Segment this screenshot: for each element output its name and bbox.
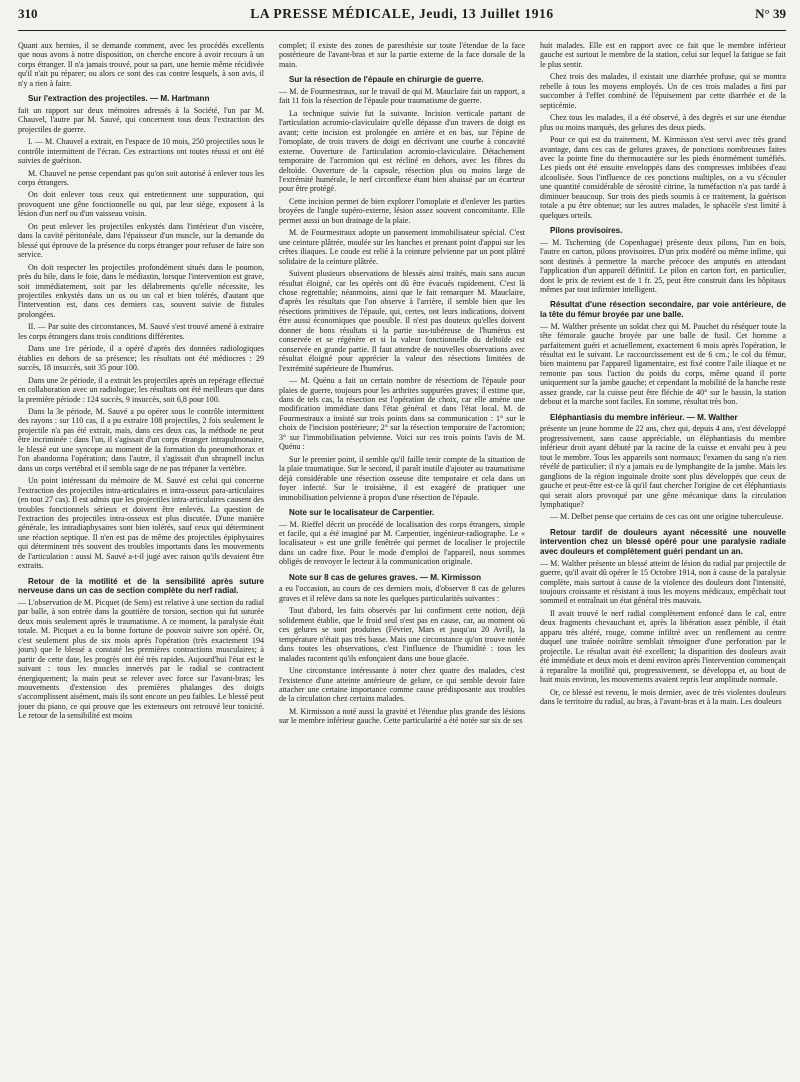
section-heading: Sur l'extraction des projectiles. — M. Hartmann bbox=[28, 94, 210, 104]
paragraph: Cette incision permet de bien explorer l'omoplate et d'enlever les parties broyées de l'angle supéro-externe, lésion assez souvent concomitante. Elle permet aussi un bon drainage de la plaie. bbox=[279, 196, 525, 225]
column-2 bbox=[279, 41, 525, 1077]
paragraph: Il avait trouvé le nerf radial complètement enfoncé dans le cal, entre deux fragments chevauchant et, après la libération assez pénible, il était apparu très altéré, rouge, comme infiltré avec un renflement au centre duquel une traînée noirâtre semblait témoigner d'une perforation par le projectile. Le résultat avait été excellent; la disparition des douleurs avait été immédiate et deux mois et demi environ après l'intervention commençait à reparaître la motilité qui, progressivement, se développa et, au bout de huit mois environ, les mouvements avaient repris leur amplitude normale. bbox=[540, 608, 786, 685]
paragraph: — M. Quénu a fait un certain nombre de résections de l'épaule pour plaies de guerre, toujours pour les arthrites suppurées graves; il estime que, dans de tels cas, la résection est l'opération de choix, car elle amène une modification immédiate dans l'état général et dans l'état local. M. de Fourmestraux a insisté sur trois points dans sa communication : 1° sur le choix de l'incision postérieure; 2° sur la résection temporaire de l'acromion; 3° sur l'immobilisation pelvienne. Voici sur ces trois points l'avis de M. Quénu : bbox=[279, 376, 525, 452]
paragraph: Tout d'abord, les faits observés par lui confirment cette notion, déjà solidement établie, que le froid seul n'est pas en cause, car, au moment où ces gelures se sont produites (Février, Mars et jusqu'au 20 Avril), la température n'était pas très basse. Mais une circonstance qu'on trouve notée dans toutes les observations, c'est l'influence de l'humidité : tous les malades racontent qu'ils enfonçaient dans une boue glacée. bbox=[279, 606, 525, 663]
paragraph: Pour ce qui est du traitement, M. Kirmisson s'est servi avec très grand avantage, dans ces cas de gelures graves, de ponctions nombreuses faites avec la pointe fine du thermocautère sur les pieds énormément tuméfiés. Les pieds ont été ensuite enveloppés dans des compresses imbibées d'eau alcoolisée. Sous l'influence de ces ponctions multiples, on a vu s'écouler une quantité considérable de sérosité citrine, la tuméfaction n'a pas tardé à diminuer beaucoup. Sur trois des pieds soumis à ce traitement, la guérison totale a pu être obtenue; sur les autres malades, le sphacèle s'est limité à quelques orteils. bbox=[540, 135, 786, 220]
paragraph: On peut enlever les projectiles enkystés dans l'intérieur d'un viscère, dans la cavité péritonéale, dans l'épaisseur d'un muscle, sur la demande du blessé qui éprouve de la présence du corps étranger pour refuser de faire son service. bbox=[18, 221, 264, 260]
section-heading: Note sur 8 cas de gelures graves. — M. Kirmisson bbox=[289, 572, 482, 582]
paragraph: Chez tous les malades, il a été observé, à des degrés et sur une étendue plus ou moins marqués, des gelures des deux pieds. bbox=[540, 113, 786, 132]
paragraph: M. de Fourmestraux adopte un pansement immobilisateur spécial. C'est une ceinture plâtrée, moulée sur les hanches et prenant point d'appui sur les crêtes iliaques. Le coude est relié à la ceinture pelvienne par un pont plâtré solidaire de la ceinture plâtrée. bbox=[279, 228, 525, 266]
article-columns bbox=[18, 41, 786, 1077]
page-number: 310 bbox=[18, 6, 38, 21]
paragraph: complet; il existe des zones de paresthésie sur toute l'étendue de la face postérieure de l'avant-bras et sur la partie externe de la face dorsale de la main. bbox=[279, 41, 525, 69]
column-3 bbox=[540, 41, 786, 1077]
section-heading: Eléphantiasis du membre inférieur. — M. Walther bbox=[550, 412, 738, 422]
paragraph: I. — M. Chauvel a extrait, en l'espace de 10 mois, 250 projectiles sous le contrôle intermittent de l'écran. Ces extractions ont toutes réussi et ont été suivies de guérison. bbox=[18, 137, 264, 166]
paragraph: Un point intéressant du mémoire de M. Sauvé est celui qui concerne l'extraction des projectiles intra-articulaires et intra-osseux para-articulaires (en tout 27 cas). Il est admis que les projectiles intra-articulaires causent des troubles fonctionnels sérieux et doivent être enlevés. La question de l'extraction des projectiles intra-osseux est plus discutée. D'une manière générale, les intradiaphysaires sont bien tolérés, sauf ceux qui déterminent une réaction septique. Il n'en est pas de même des projectiles épiphysaires qui déterminent très souvent des troubles importants dans les mouvements de l'articulation : aussi M. Sauvé a-t-il jugé avec raison qu'ils devaient être extraits. bbox=[18, 476, 264, 571]
journal-title: LA PRESSE MÉDICALE, Jeudi, 13 Juillet 1916 bbox=[250, 6, 554, 21]
paragraph: Une circonstance intéressante à noter chez quatre des malades, c'est l'existence d'une atteinte antérieure de gelure, ce qui semble devoir faire attacher une certaine importance comme cause prédisposante aux troubles de la circulation chez certains malades. bbox=[279, 666, 525, 704]
paragraph: II. — Par suite des circonstances, M. Sauvé s'est trouvé amené à extraire les corps étrangers dans trois conditions différentes. bbox=[18, 322, 264, 341]
paragraph: On doit respecter les projectiles profondément situés dans le poumon, près du hile, dans le foie, dans le médiastin, lorsque l'intervention est grave, soit immédiatement, soit par les délabrements qu'elle nécessite, les projectiles enkystés dans un os ou un cal et bien tolérés, d'autant que l'intervention est, dans ces derniers cas, souvent suivie de fistules prolongées. bbox=[18, 262, 264, 319]
paragraph: — L'observation de M. Picquet (de Sens) est relative à une section du radial par balle, à son entrée dans la gouttière de torsion, section qui fut suturée deux mois seulement après le traumatisme. A ce moment, la paralysie était totale. M. Picquet a eu la bonne fortune de pouvoir suivre son opéré. Or, c'est seulement plus de six mois après l'opération (très exactement 194 jours) que le blessé a constaté les premières contractions musculaires; à partir de cette date, les progrès ont été très rapides. Aujourd'hui l'état est le suivant : tous les muscles innervés par le radial se contractent énergiquement; la main peut se relever avec force sur l'avant-bras; les mouvements d'extension des premières phalanges des doigts s'accomplissent aisément, mais ils sont encore un peu faibles. Le blessé peut jouer du piano, ce qui prouve que les extenseurs ont retrouvé leur tonicité. Le retour de la sensibilité est moins bbox=[18, 597, 264, 721]
section-heading: Note sur le localisateur de Carpentier. bbox=[289, 507, 435, 517]
section-heading: Résultat d'une résection secondaire, par voie antérieure, de la tête du fémur broyée par une balle. bbox=[540, 300, 786, 320]
paragraph: Dans une 1re période, il a opéré d'après des données radiologiques établies en dehors de sa présence; les résultats ont été médiocres : 29 succès, 18 insuccès, soit 35 pour 100. bbox=[18, 344, 264, 373]
paragraph: — M. Delbet pense que certains de ces cas ont une origine tuberculeuse. bbox=[550, 512, 784, 522]
issue-number: N° 39 bbox=[755, 6, 786, 21]
paragraph: Suivent plusieurs observations de blessés ainsi traités, mais sans aucun résultat éloigné, car les opérés ont dû être évacués rapidement. C'est là chose regrettable; néanmoins, ainsi que le fait remarquer M. Mauclaire, d'après les résultats que l'on observe à l'arrière, il semble bien que les résections primitives de l'épaule, qui, certes, ont leurs indications, doivent être aussi économiques que possible. Il n'est pas douteux qu'elles doivent donner de bons résultats si la partie sus-tubéreuse de l'humérus est conservée et se régénère et si la valeur fonctionnelle du deltoïde est conservée en grande partie. Il faut attendre de nouvelles observations avec résultat éloigné pour apprécier la valeur des résections limitées de l'extrémité supérieure de l'humérus. bbox=[279, 269, 525, 373]
paragraph: M. Chauvel ne pense cependant pas qu'on soit autorisé à enlever tous les corps étrangers. bbox=[18, 168, 264, 188]
paragraph: — M. Walther présente un soldat chez qui M. Pauchet du réséquer toute la tête fémorale gauche broyée par une balle de fusil. Cet homme a parfaitement guéri et actuellement, exactement 6 mois après l'opération, le résultat est le suivant. Le raccourcissement est de 6 cm.; le col du fémur, bien maintenu par l'appareil ligamentaire, est fixé contre l'aile iliaque et ne remonte pas sous l'action du poids du corps, même quand il porte uniquement sur la jambe gauche; et cependant la mobilité de la hanche reste assez grande, car la cuisse peut être fléchie de 40° sur le bassin, la station debout et la marche sont faciles. En somme, résultat très bon. bbox=[540, 321, 786, 407]
paragraph: Quant aux hernies, il se demande comment, avec les procédés excellents que nous avons à notre disposition, on cherche encore à avoir recours à un corps étranger. Il n'a jamais trouvé, pour sa part, une hernie même récidivée qu'il n'ait pu réparer; ou alors ce sont des cas contre lesquels, à son avis, il n'y a rien à faire. bbox=[18, 41, 264, 88]
paragraph: La technique suivie fut la suivante. Incision verticale partant de l'articulation acromio-claviculaire qu'elle dépasse d'un travers de doigt en avant; cette incision est prolongée en arrière et en bas, sur l'épine de l'omoplate, de trois travers de doigt en décrivant une courbe à concavité externe. Ouverture de l'articulation acromio-claviculaire. Détachement temporaire de l'acromion qui est récliné en dehors, avec les fibres du deltoïde. Ouverture de la capsule, résection plus ou moins large de l'extrémité humérale, le nerf circonflexe étant bien abaissé par un écarteur pour être protégé. bbox=[279, 108, 525, 194]
paragraph: Or, ce blessé est revenu, le mois dernier, avec de très violentes douleurs dans le territoire du radial, au bras, à l'avant-bras et à la main. Les douleurs bbox=[540, 687, 786, 706]
paragraph: — M. de Fourmestraux, sur le travail de qui M. Mauclaire fait un rapport, a fait 11 fois la résection de l'épaule pour traumatisme de guerre. bbox=[279, 86, 525, 106]
paragraph: — M. Walther présente un blessé atteint de lésion du radial par projectile de guerre, qu'il avait dû opérer le 15 Octobre 1914, non à cause de la paralysie complète, mais surtout à cause de la violence des douleurs dont l'intensité, toujours croissante et résistant à tous les moyens médicaux, empêchait tout sommeil et entraînait un état général très mauvais. bbox=[540, 558, 786, 606]
page-header bbox=[18, 6, 786, 31]
column-1 bbox=[18, 41, 264, 1077]
paragraph: fait un rapport sur deux mémoires adressés à la Société, l'un par M. Chauvel, l'autre par M. Sauvé, qui concernent tous deux l'extraction des projectiles de guerre. bbox=[18, 105, 264, 134]
paragraph: — M. Rieffel décrit un procédé de localisation des corps étrangers, simple et facile, qui a été imaginé par M. Carpentier, ingénieur-radiographe. Le « localisateur » est une grille fenêtrée qui permet de localiser le projectile dans un cadre fixe. Pour le mode d'emploi de l'appareil, nous sommes obligés de renvoyer le lecteur à la communication originale. bbox=[279, 519, 525, 567]
paragraph: — M. Tscherning (de Copenhague) présente deux pilons, l'un en bois, l'autre en carton, pilons provisoires. D'un prix modéré ou même infime, qui sont destinés à permettre la marche précoce des amputés en attendant l'application d'un appareil définitif. Le pilon en carton fort, en particulier, dont le prix de revient est de 1 fr. 25, peut être construit dans les hôpitaux mêmes par tout infirmier intelligent. bbox=[540, 237, 786, 295]
paragraph: On doit enlever tous ceux qui entretiennent une suppuration, qui provoquent une gêne fonctionnelle ou qui, par leur siège, exposent à la lésion d'un nerf ou d'un vaisseau voisin. bbox=[18, 190, 264, 219]
paragraph: huit malades. Elle est en rapport avec ce fait que le membre inférieur gauche est surtout le membre de la station, celui sur lequel la fatigue se fait le plus sentir. bbox=[540, 41, 786, 69]
paragraph: Dans la 3e période, M. Sauvé a pu opérer sous le contrôle intermittent des rayons : sur 110 cas, il a pu extraire 108 projectiles, 2 fois seulement le projectile n'a pas été extrait, mais, dans ces deux cas, la méthode ne peut être incriminée : dans l'un, il s'agissait d'un corps étranger intrapulmonaire, le blessé eut une syncope au moment de la formation du pneumothorax et l'on abandonna l'opération; dans l'autre, il s'agissait d'un shrapnell inclus dans un corps vertébral et il sembla sage de ne pas trépaner la vertèbre. bbox=[18, 407, 264, 473]
paragraph: Sur le premier point, il semble qu'il faille tenir compte de la situation de la plaie traumatique. Sur le second, il paraît inutile d'ajouter au traumatisme déjà considérable une résection osseuse dite temporaire et cela dans un foyer infecté. Sur le troisième, il est exagéré de pratiquer une immobilisation pelvienne à propos d'une résection de l'épaule. bbox=[279, 454, 525, 502]
paragraph: M. Kirmisson a noté aussi la gravité et l'étendue plus grande des lésions sur le membre inférieur gauche. Cette particularité a été notée sur six de ses bbox=[279, 706, 525, 726]
paragraph: Chez trois des malades, il existait une diarrhée profuse, qui se montra rebelle à tous les moyens employés. Un de ces trois malades a fini par succomber à l'effet combiné de l'épuisement par cette diarrhée et de la septicémie. bbox=[540, 72, 786, 110]
section-heading: Retour de la motilité et de la sensibilité après suture nerveuse dans un cas de section complète du nerf radial. bbox=[18, 576, 264, 596]
paragraph: présente un jeune homme de 22 ans, chez qui, depuis 4 ans, s'est développé progressivement, sans cause appréciable, un éléphantiasis du membre inférieur droit ayant débuté par la racine de la cuisse et envahi peu à peu tout le membre. Tous les appareils sont normaux; l'examen du sang n'a rien révélé de particulier; il n'y a jamais eu de lymphangite de la jambe. Mais les ganglions de la région inguinale droite sont plus développés que ceux de gauche et peut-être est-ce là qu'il faut chercher l'origine de cet éléphantiasis qui serait alors provoqué par une gêne mécanique dans la circulation lymphatique? bbox=[540, 424, 786, 509]
paragraph: Dans une 2e période, il a extrait les projectiles après un repérage effectué en collaboration avec un radiologue; les résultats ont été meilleurs que dans la première période : 124 succès, 9 insuccès, soit 6,8 pour 100. bbox=[18, 375, 264, 404]
paragraph: a eu l'occasion, au cours de ces derniers mois, d'observer 8 cas de gelures graves et il relève dans sa note les quelques particularités suivantes : bbox=[279, 584, 525, 603]
section-heading: Pilons provisoires. bbox=[550, 226, 623, 236]
section-heading: Sur la résection de l'épaule en chirurgie de guerre. bbox=[289, 75, 484, 85]
section-heading: Retour tardif de douleurs ayant nécessité une nouvelle intervention chez un blessé opéré pour une paralysie radiale avec douleurs et complètement guéri pendant un an. bbox=[540, 527, 786, 557]
